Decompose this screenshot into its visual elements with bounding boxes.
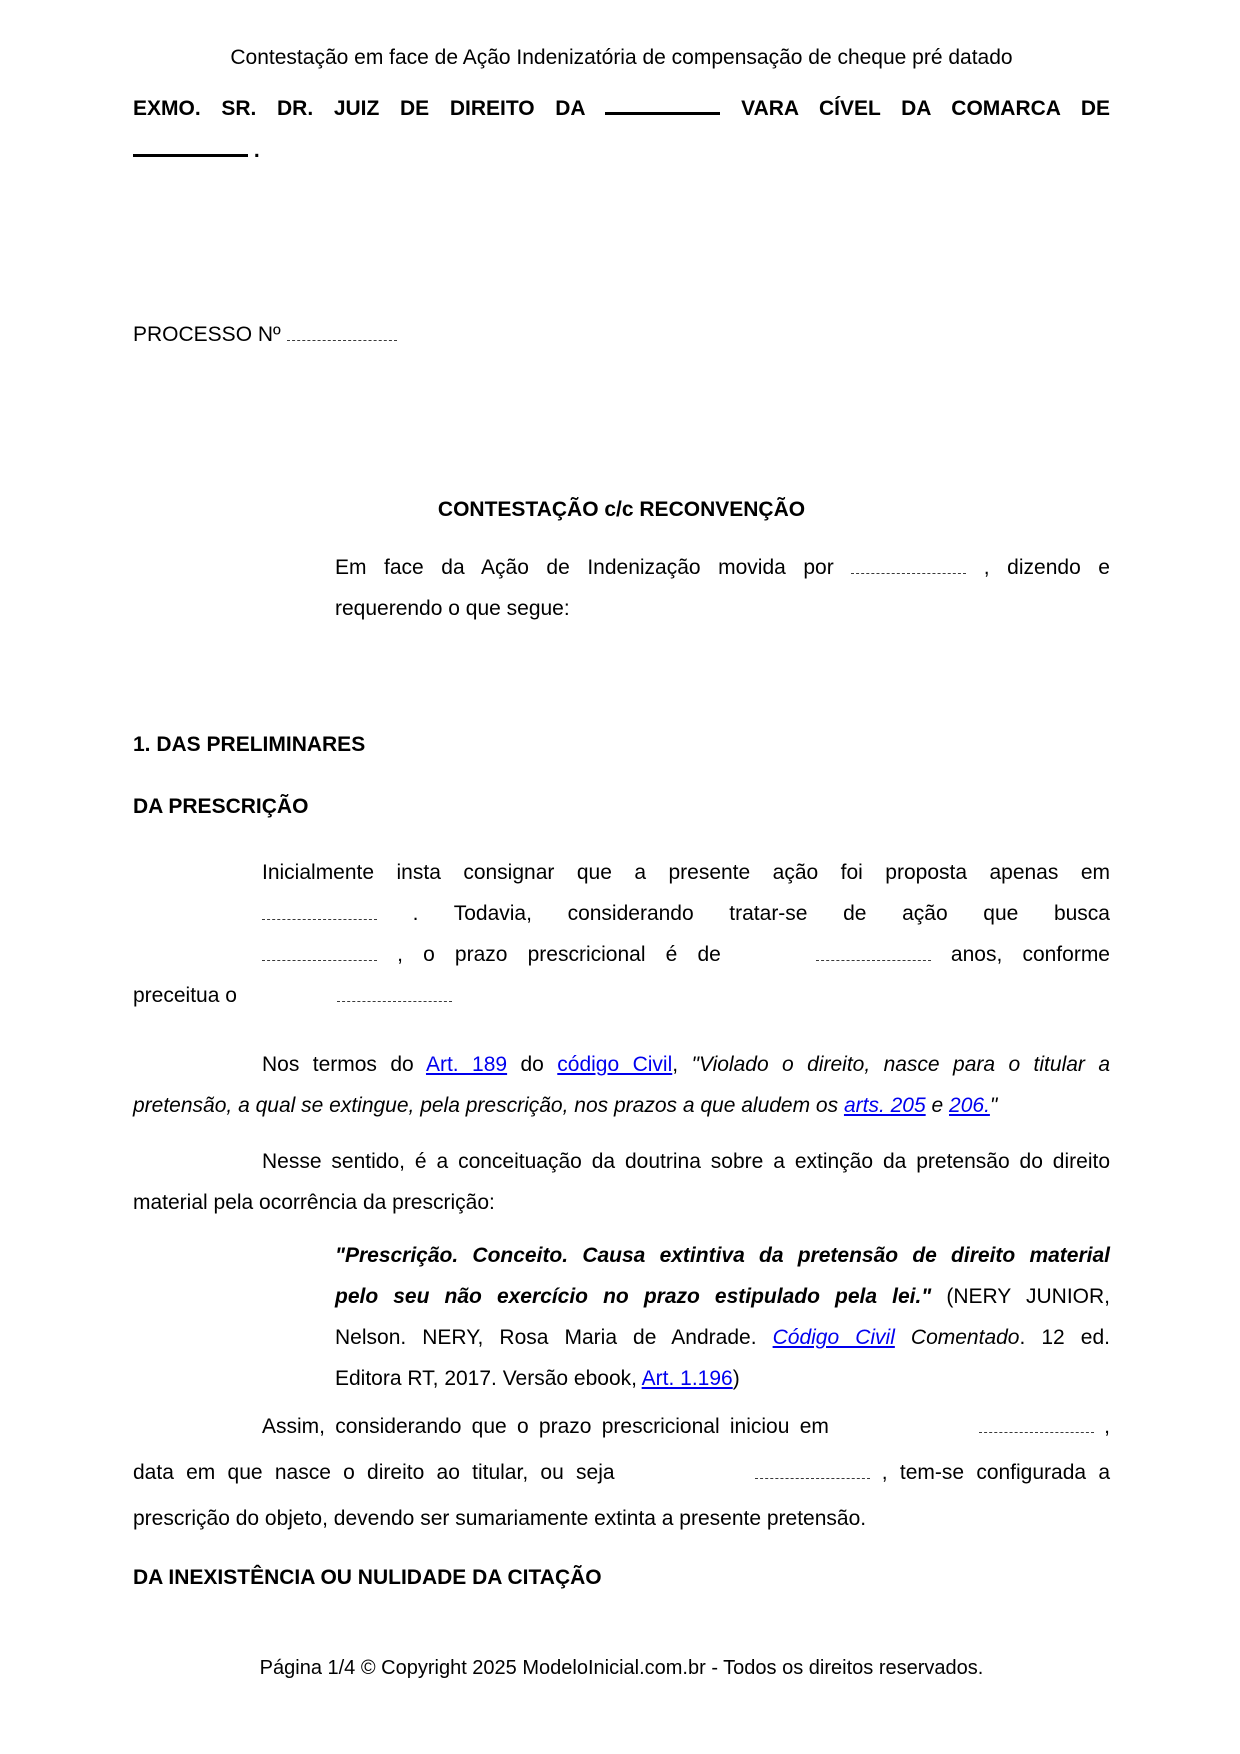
text-line xyxy=(262,934,1110,975)
text-run: CONTESTAÇÃO c/c RECONVENÇÃO xyxy=(437,498,806,521)
text-run: prescrição do objeto, devendo ser sumariamente extinta a presente pretensão. xyxy=(133,1507,867,1530)
text-line xyxy=(335,547,1110,588)
text-line xyxy=(133,1182,1110,1223)
text-run: 1. DAS PRELIMINARES xyxy=(133,733,366,756)
fill-in-blank xyxy=(851,556,966,574)
text-line xyxy=(335,1235,1110,1276)
text-run: pelo seu não exercício no prazo estipulado pela lei." xyxy=(335,1285,932,1308)
link-art-206[interactable]: 206. xyxy=(949,1094,990,1117)
fill-in-blank xyxy=(262,902,377,920)
text-run: , o prazo prescricional é de xyxy=(377,943,721,966)
text-line xyxy=(335,1317,1110,1358)
text-run: Editora RT, 2017. Versão ebook, xyxy=(335,1367,642,1390)
text-line xyxy=(133,489,1110,530)
text-run: ) xyxy=(732,1367,740,1390)
text-line xyxy=(262,1141,1110,1182)
document-body xyxy=(133,37,1110,1598)
text-line xyxy=(335,1358,1110,1399)
fill-in-blank xyxy=(605,94,720,115)
text-line xyxy=(133,786,1110,827)
text-run: Em face da Ação de Indenização movida por xyxy=(335,556,852,579)
text-line xyxy=(133,37,1110,78)
spacer xyxy=(237,1001,337,1002)
text-line xyxy=(133,1450,1110,1496)
text-run: , dizendo e xyxy=(966,556,1110,579)
link-art-1196[interactable]: Art. 1.196 xyxy=(641,1367,733,1390)
page-footer: Página 1/4 © Copyright 2025 ModeloInicial.com.br - Todos os direitos reservados. xyxy=(259,1657,984,1679)
fill-in-blank xyxy=(262,943,377,961)
text-run: pretensão, a qual se extingue, pela prescrição, nos prazos a que aludem os xyxy=(133,1094,844,1117)
link-codigo-civil[interactable]: código Civil xyxy=(557,1053,673,1076)
text-run: Comentado xyxy=(894,1326,1020,1349)
text-line xyxy=(262,1404,1110,1450)
text-line xyxy=(133,1496,1110,1542)
text-run: , xyxy=(1093,1415,1110,1438)
fill-in-blank xyxy=(755,1461,870,1479)
paragraph-prescricao xyxy=(133,852,1110,1016)
text-line xyxy=(133,88,1110,130)
text-run: DA PRESCRIÇÃO xyxy=(133,795,309,818)
fill-in-blank xyxy=(337,984,452,1002)
text-line xyxy=(262,852,1110,893)
link-art-189[interactable]: Art. 189 xyxy=(425,1053,508,1076)
text-run: "Prescrição. Conceito. Causa extintiva da pretensão de direito material xyxy=(335,1244,1110,1267)
fill-in-blank xyxy=(816,943,931,961)
text-run: material pela ocorrência da prescrição: xyxy=(133,1191,495,1214)
text-run: Assim, considerando que o prazo prescricional iniciou em xyxy=(262,1415,829,1438)
text-run: requerendo o que segue: xyxy=(335,597,570,620)
text-line xyxy=(133,724,1110,765)
intro-paragraph xyxy=(335,547,1110,629)
fill-in-blank xyxy=(979,1415,1094,1433)
section-heading-preliminares xyxy=(133,724,1110,765)
text-line xyxy=(133,314,1110,355)
text-line xyxy=(133,1557,1110,1598)
text-run: , tem-se configurada a xyxy=(869,1461,1110,1484)
text-line xyxy=(335,1276,1110,1317)
text-run: DA INEXISTÊNCIA OU NULIDADE DA CITAÇÃO xyxy=(133,1566,602,1589)
text-run: . 12 ed. xyxy=(1019,1326,1110,1349)
text-line xyxy=(133,1085,1110,1126)
text-run: PROCESSO Nº xyxy=(133,323,287,346)
text-line xyxy=(262,1044,1110,1085)
text-line xyxy=(133,130,1110,172)
paragraph-doutrina-intro xyxy=(133,1141,1110,1223)
text-line xyxy=(262,893,1110,934)
court-header xyxy=(133,88,1110,172)
text-run: . xyxy=(248,139,260,162)
text-run: Contestação em face de Ação Indenizatória de compensação de cheque pré datado xyxy=(230,46,1013,69)
text-run: VARA CÍVEL DA COMARCA DE xyxy=(720,97,1110,120)
subsection-heading-prescricao xyxy=(133,786,1110,827)
subsection-heading-citacao xyxy=(133,1557,1110,1598)
text-line xyxy=(133,975,1110,1016)
text-run: " xyxy=(989,1094,998,1117)
text-run: data em que nasce o direito ao titular, ou seja xyxy=(133,1461,615,1484)
text-run: Nos termos do xyxy=(262,1053,426,1076)
text-run: , xyxy=(672,1053,692,1076)
process-number xyxy=(133,314,1110,355)
spacer xyxy=(721,960,816,961)
text-run: preceitua o xyxy=(133,984,237,1007)
text-run: EXMO. SR. DR. JUIZ DE DIREITO DA xyxy=(133,97,606,120)
link-codigo-civil-comentado[interactable]: Código Civil xyxy=(772,1326,895,1349)
text-run: "Violado o direito, nasce para o titular a xyxy=(691,1053,1110,1076)
paragraph-conclusao xyxy=(133,1404,1110,1542)
text-run: Inicialmente insta consignar que a presente ação foi proposta apenas em xyxy=(262,861,1110,884)
text-run: (NERY JUNIOR, xyxy=(931,1285,1110,1308)
text-run: do xyxy=(507,1053,558,1076)
blockquote-nery xyxy=(335,1235,1110,1399)
document-title xyxy=(133,37,1110,78)
fill-in-blank xyxy=(133,136,248,157)
paragraph-art189-citation xyxy=(133,1044,1110,1126)
petition-title xyxy=(133,489,1110,530)
spacer xyxy=(615,1478,755,1479)
text-line xyxy=(335,588,1110,629)
fill-in-blank xyxy=(287,323,397,341)
text-run: Nesse sentido, é a conceituação da doutrina sobre a extinção da pretensão do direito xyxy=(262,1150,1110,1173)
text-run: e xyxy=(925,1094,950,1117)
link-arts-205[interactable]: arts. 205 xyxy=(843,1094,926,1117)
spacer xyxy=(829,1432,979,1433)
text-run: . Todavia, considerando tratar-se de ação que busca xyxy=(377,902,1110,925)
text-run: anos, conforme xyxy=(930,943,1110,966)
text-run: Nelson. NERY, Rosa Maria de Andrade. xyxy=(335,1326,773,1349)
